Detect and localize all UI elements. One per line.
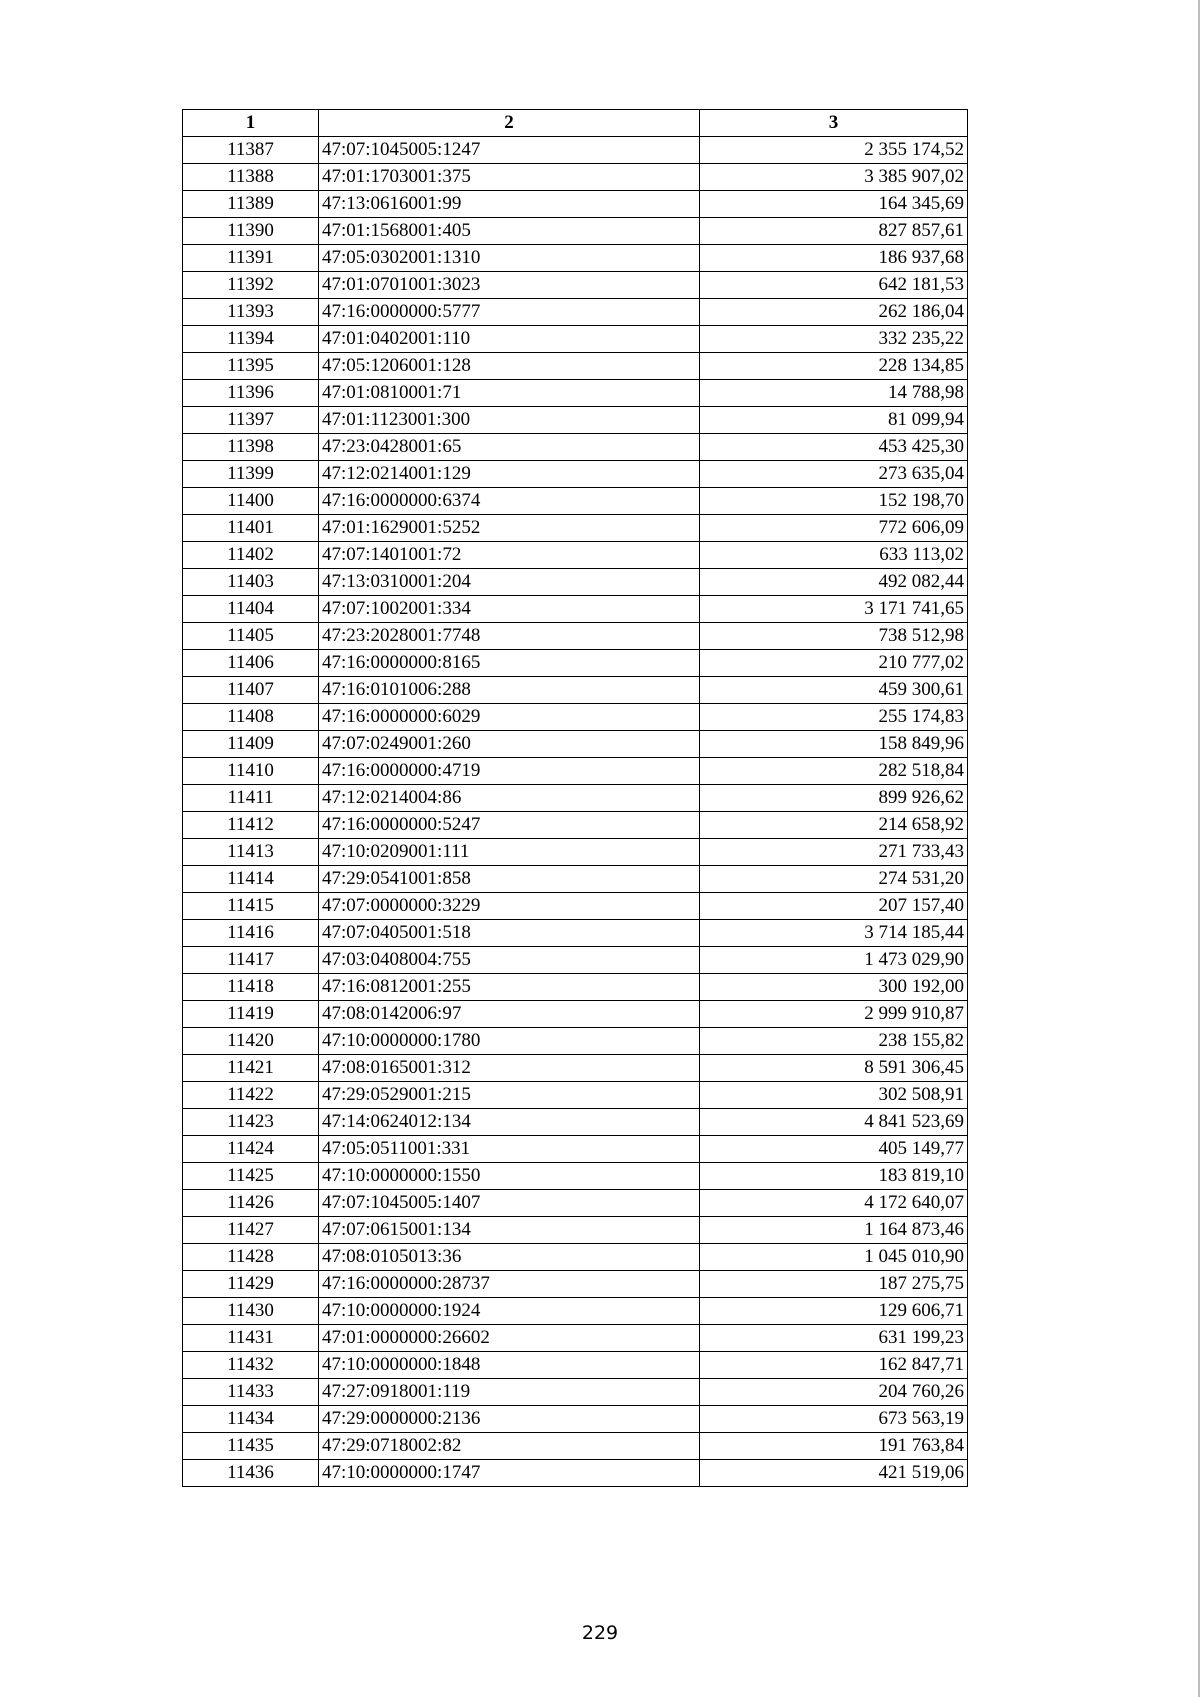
row-number-cell: 11415 <box>183 893 319 920</box>
table-row <box>183 1244 968 1271</box>
cadastral-number-cell: 47:07:0405001:518 <box>319 920 700 947</box>
table-row <box>183 920 968 947</box>
cadastral-number-cell: 47:08:0142006:97 <box>319 1001 700 1028</box>
cadastral-number-cell: 47:23:0428001:65 <box>319 434 700 461</box>
table-row <box>183 353 968 380</box>
value-cell: 3 385 907,02 <box>700 164 968 191</box>
table-row <box>183 1325 968 1352</box>
cadastral-number-cell: 47:16:0000000:6029 <box>319 704 700 731</box>
value-cell: 421 519,06 <box>700 1460 968 1487</box>
table-row <box>183 1028 968 1055</box>
value-cell: 262 186,04 <box>700 299 968 326</box>
row-number-cell: 11421 <box>183 1055 319 1082</box>
cadastral-number-cell: 47:29:0718002:82 <box>319 1433 700 1460</box>
row-number-cell: 11403 <box>183 569 319 596</box>
table-row <box>183 218 968 245</box>
table-row <box>183 245 968 272</box>
cadastral-number-cell: 47:01:1123001:300 <box>319 407 700 434</box>
table-row <box>183 569 968 596</box>
table-row <box>183 839 968 866</box>
table-row <box>183 650 968 677</box>
table-row <box>183 1190 968 1217</box>
cadastral-number-cell: 47:03:0408004:755 <box>319 947 700 974</box>
row-number-cell: 11390 <box>183 218 319 245</box>
row-number-cell: 11420 <box>183 1028 319 1055</box>
value-cell: 1 473 029,90 <box>700 947 968 974</box>
cadastral-number-cell: 47:07:1401001:72 <box>319 542 700 569</box>
value-cell: 162 847,71 <box>700 1352 968 1379</box>
cadastral-number-cell: 47:10:0000000:1747 <box>319 1460 700 1487</box>
cadastral-number-cell: 47:08:0165001:312 <box>319 1055 700 1082</box>
row-number-cell: 11417 <box>183 947 319 974</box>
value-cell: 300 192,00 <box>700 974 968 1001</box>
cadastral-number-cell: 47:10:0000000:1550 <box>319 1163 700 1190</box>
row-number-cell: 11423 <box>183 1109 319 1136</box>
row-number-cell: 11407 <box>183 677 319 704</box>
row-number-cell: 11425 <box>183 1163 319 1190</box>
table-row <box>183 137 968 164</box>
value-cell: 187 275,75 <box>700 1271 968 1298</box>
value-cell: 164 345,69 <box>700 191 968 218</box>
row-number-cell: 11426 <box>183 1190 319 1217</box>
cadastral-number-cell: 47:16:0101006:288 <box>319 677 700 704</box>
row-number-cell: 11388 <box>183 164 319 191</box>
value-cell: 81 099,94 <box>700 407 968 434</box>
table-row <box>183 1298 968 1325</box>
row-number-cell: 11391 <box>183 245 319 272</box>
cadastral-number-cell: 47:05:1206001:128 <box>319 353 700 380</box>
value-cell: 191 763,84 <box>700 1433 968 1460</box>
value-cell: 827 857,61 <box>700 218 968 245</box>
cadastral-number-cell: 47:07:0249001:260 <box>319 731 700 758</box>
value-cell: 642 181,53 <box>700 272 968 299</box>
cadastral-number-cell: 47:01:0701001:3023 <box>319 272 700 299</box>
value-cell: 273 635,04 <box>700 461 968 488</box>
cadastral-number-cell: 47:27:0918001:119 <box>319 1379 700 1406</box>
table-row <box>183 704 968 731</box>
value-cell: 4 172 640,07 <box>700 1190 968 1217</box>
row-number-cell: 11413 <box>183 839 319 866</box>
row-number-cell: 11414 <box>183 866 319 893</box>
value-cell: 228 134,85 <box>700 353 968 380</box>
table-row <box>183 758 968 785</box>
table-row <box>183 866 968 893</box>
column-header-3: 3 <box>700 110 968 137</box>
row-number-cell: 11392 <box>183 272 319 299</box>
table-body <box>183 137 968 1487</box>
value-cell: 186 937,68 <box>700 245 968 272</box>
table-row <box>183 164 968 191</box>
table-row <box>183 1379 968 1406</box>
cadastral-number-cell: 47:10:0000000:1848 <box>319 1352 700 1379</box>
cadastral-number-cell: 47:16:0000000:5777 <box>319 299 700 326</box>
value-cell: 183 819,10 <box>700 1163 968 1190</box>
table-row <box>183 272 968 299</box>
row-number-cell: 11432 <box>183 1352 319 1379</box>
table-row <box>183 515 968 542</box>
cadastral-number-cell: 47:13:0310001:204 <box>319 569 700 596</box>
table-row <box>183 1352 968 1379</box>
row-number-cell: 11436 <box>183 1460 319 1487</box>
value-cell: 772 606,09 <box>700 515 968 542</box>
table-row <box>183 1217 968 1244</box>
row-number-cell: 11397 <box>183 407 319 434</box>
value-cell: 8 591 306,45 <box>700 1055 968 1082</box>
value-cell: 4 841 523,69 <box>700 1109 968 1136</box>
cadastral-number-cell: 47:16:0000000:6374 <box>319 488 700 515</box>
cadastral-number-cell: 47:01:0810001:71 <box>319 380 700 407</box>
row-number-cell: 11410 <box>183 758 319 785</box>
value-cell: 129 606,71 <box>700 1298 968 1325</box>
value-cell: 210 777,02 <box>700 650 968 677</box>
row-number-cell: 11429 <box>183 1271 319 1298</box>
cadastral-number-cell: 47:16:0000000:28737 <box>319 1271 700 1298</box>
cadastral-number-cell: 47:13:0616001:99 <box>319 191 700 218</box>
table-row <box>183 1082 968 1109</box>
table-row <box>183 1001 968 1028</box>
cadastral-number-cell: 47:01:1703001:375 <box>319 164 700 191</box>
row-number-cell: 11406 <box>183 650 319 677</box>
table-row <box>183 974 968 1001</box>
value-cell: 453 425,30 <box>700 434 968 461</box>
table-row <box>183 488 968 515</box>
value-cell: 282 518,84 <box>700 758 968 785</box>
table-row <box>183 596 968 623</box>
row-number-cell: 11411 <box>183 785 319 812</box>
table-row <box>183 1055 968 1082</box>
cadastral-number-cell: 47:01:1568001:405 <box>319 218 700 245</box>
row-number-cell: 11412 <box>183 812 319 839</box>
table-header-row <box>183 110 968 137</box>
row-number-cell: 11400 <box>183 488 319 515</box>
row-number-cell: 11405 <box>183 623 319 650</box>
row-number-cell: 11424 <box>183 1136 319 1163</box>
table-row <box>183 1406 968 1433</box>
table-row <box>183 407 968 434</box>
cadastral-number-cell: 47:29:0541001:858 <box>319 866 700 893</box>
value-cell: 158 849,96 <box>700 731 968 758</box>
row-number-cell: 11389 <box>183 191 319 218</box>
value-cell: 2 999 910,87 <box>700 1001 968 1028</box>
row-number-cell: 11396 <box>183 380 319 407</box>
table-row <box>183 731 968 758</box>
value-cell: 271 733,43 <box>700 839 968 866</box>
cadastral-number-cell: 47:23:2028001:7748 <box>319 623 700 650</box>
value-cell: 1 164 873,46 <box>700 1217 968 1244</box>
row-number-cell: 11409 <box>183 731 319 758</box>
cadastral-number-cell: 47:07:0615001:134 <box>319 1217 700 1244</box>
table-row <box>183 191 968 218</box>
cadastral-number-cell: 47:16:0000000:5247 <box>319 812 700 839</box>
row-number-cell: 11395 <box>183 353 319 380</box>
page-number: 229 <box>581 1622 619 1644</box>
cadastral-number-cell: 47:01:0402001:110 <box>319 326 700 353</box>
table-row <box>183 434 968 461</box>
column-header-2: 2 <box>319 110 700 137</box>
table-row <box>183 461 968 488</box>
row-number-cell: 11398 <box>183 434 319 461</box>
cadastral-number-cell: 47:10:0000000:1780 <box>319 1028 700 1055</box>
row-number-cell: 11387 <box>183 137 319 164</box>
table-row <box>183 893 968 920</box>
row-number-cell: 11435 <box>183 1433 319 1460</box>
row-number-cell: 11399 <box>183 461 319 488</box>
cadastral-number-cell: 47:10:0209001:111 <box>319 839 700 866</box>
cadastral-number-cell: 47:10:0000000:1924 <box>319 1298 700 1325</box>
cadastral-number-cell: 47:12:0214004:86 <box>319 785 700 812</box>
value-cell: 2 355 174,52 <box>700 137 968 164</box>
cadastral-number-cell: 47:07:1002001:334 <box>319 596 700 623</box>
table-row <box>183 1136 968 1163</box>
value-cell: 633 113,02 <box>700 542 968 569</box>
table-row <box>183 812 968 839</box>
cadastral-number-cell: 47:01:0000000:26602 <box>319 1325 700 1352</box>
value-cell: 631 199,23 <box>700 1325 968 1352</box>
cadastral-number-cell: 47:29:0000000:2136 <box>319 1406 700 1433</box>
value-cell: 14 788,98 <box>700 380 968 407</box>
cadastral-number-cell: 47:16:0000000:4719 <box>319 758 700 785</box>
value-cell: 899 926,62 <box>700 785 968 812</box>
value-cell: 738 512,98 <box>700 623 968 650</box>
value-cell: 204 760,26 <box>700 1379 968 1406</box>
cadastral-number-cell: 47:14:0624012:134 <box>319 1109 700 1136</box>
table-row <box>183 380 968 407</box>
cadastral-number-cell: 47:08:0105013:36 <box>319 1244 700 1271</box>
row-number-cell: 11422 <box>183 1082 319 1109</box>
value-cell: 492 082,44 <box>700 569 968 596</box>
value-cell: 214 658,92 <box>700 812 968 839</box>
table-row <box>183 1460 968 1487</box>
cadastral-number-cell: 47:07:1045005:1247 <box>319 137 700 164</box>
row-number-cell: 11430 <box>183 1298 319 1325</box>
row-number-cell: 11408 <box>183 704 319 731</box>
row-number-cell: 11402 <box>183 542 319 569</box>
cadastral-number-cell: 47:05:0511001:331 <box>319 1136 700 1163</box>
value-cell: 459 300,61 <box>700 677 968 704</box>
row-number-cell: 11418 <box>183 974 319 1001</box>
row-number-cell: 11431 <box>183 1325 319 1352</box>
value-cell: 1 045 010,90 <box>700 1244 968 1271</box>
cadastral-number-cell: 47:07:1045005:1407 <box>319 1190 700 1217</box>
table-row <box>183 623 968 650</box>
value-cell: 332 235,22 <box>700 326 968 353</box>
cadastral-number-cell: 47:12:0214001:129 <box>319 461 700 488</box>
table-row <box>183 785 968 812</box>
row-number-cell: 11433 <box>183 1379 319 1406</box>
value-cell: 274 531,20 <box>700 866 968 893</box>
cadastral-number-cell: 47:16:0000000:8165 <box>319 650 700 677</box>
row-number-cell: 11419 <box>183 1001 319 1028</box>
row-number-cell: 11394 <box>183 326 319 353</box>
value-cell: 405 149,77 <box>700 1136 968 1163</box>
cadastral-number-cell: 47:29:0529001:215 <box>319 1082 700 1109</box>
table-row <box>183 1109 968 1136</box>
value-cell: 3 714 185,44 <box>700 920 968 947</box>
table-row <box>183 542 968 569</box>
table-row <box>183 1163 968 1190</box>
table-row <box>183 1271 968 1298</box>
row-number-cell: 11416 <box>183 920 319 947</box>
value-cell: 152 198,70 <box>700 488 968 515</box>
cadastral-number-cell: 47:01:1629001:5252 <box>319 515 700 542</box>
value-cell: 3 171 741,65 <box>700 596 968 623</box>
value-cell: 238 155,82 <box>700 1028 968 1055</box>
row-number-cell: 11401 <box>183 515 319 542</box>
row-number-cell: 11428 <box>183 1244 319 1271</box>
table-row <box>183 677 968 704</box>
row-number-cell: 11434 <box>183 1406 319 1433</box>
table-row <box>183 947 968 974</box>
column-header-1: 1 <box>183 110 319 137</box>
table-row <box>183 1433 968 1460</box>
row-number-cell: 11427 <box>183 1217 319 1244</box>
row-number-cell: 11393 <box>183 299 319 326</box>
cadastral-number-cell: 47:16:0812001:255 <box>319 974 700 1001</box>
value-cell: 673 563,19 <box>700 1406 968 1433</box>
table-row <box>183 299 968 326</box>
row-number-cell: 11404 <box>183 596 319 623</box>
cadastral-number-cell: 47:05:0302001:1310 <box>319 245 700 272</box>
value-cell: 255 174,83 <box>700 704 968 731</box>
value-cell: 207 157,40 <box>700 893 968 920</box>
data-table <box>182 109 968 1487</box>
value-cell: 302 508,91 <box>700 1082 968 1109</box>
table-row <box>183 326 968 353</box>
cadastral-number-cell: 47:07:0000000:3229 <box>319 893 700 920</box>
